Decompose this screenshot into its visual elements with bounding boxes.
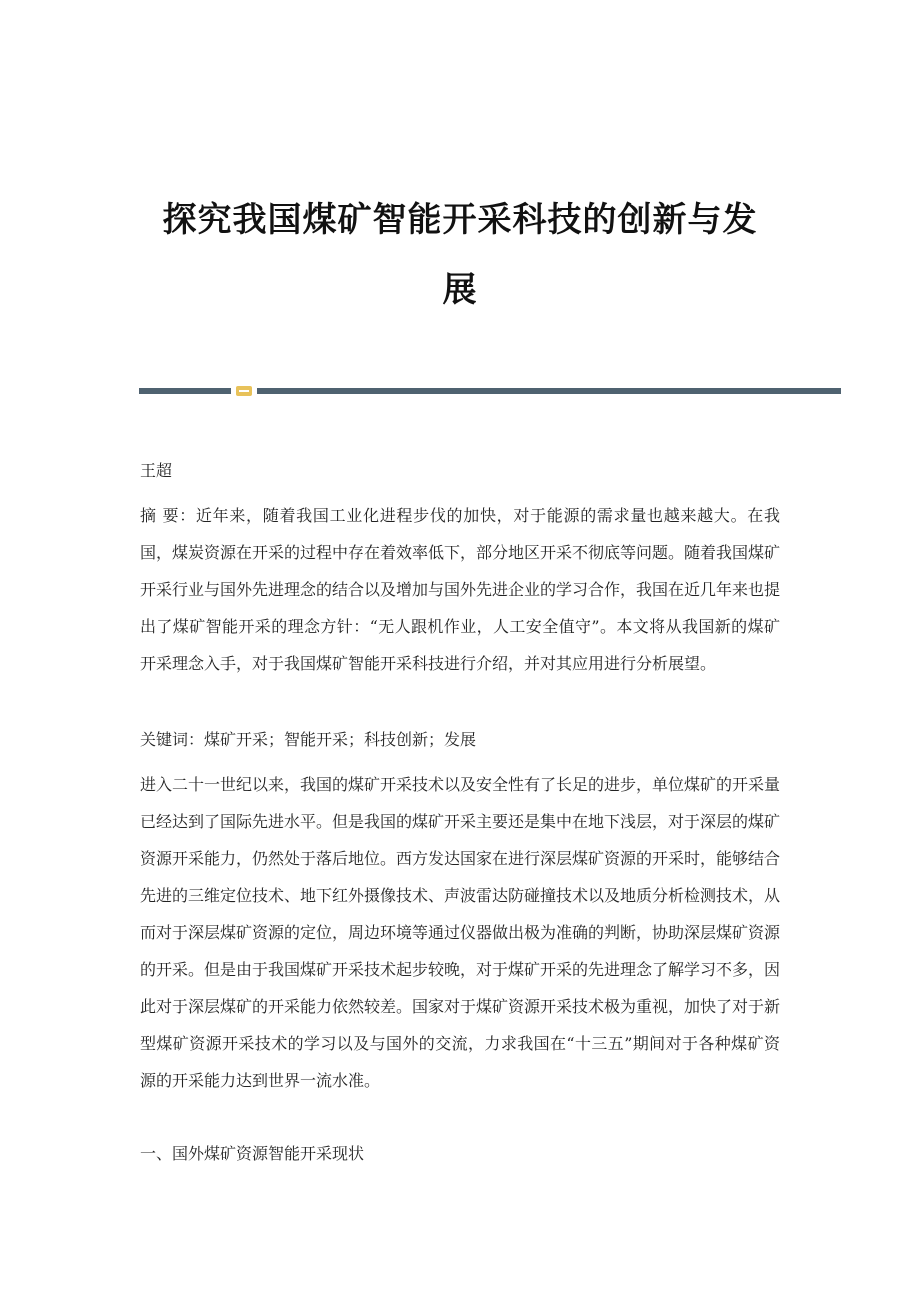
document-title-line-2: 展: [442, 270, 478, 310]
author-name: 王超: [140, 461, 173, 480]
divider-bar-right: [257, 388, 841, 394]
keywords-line: 关键词：煤矿开采；智能开采；科技创新；发展: [140, 730, 477, 749]
title-divider: [139, 386, 841, 396]
document-title-line-1: 探究我国煤矿智能开采科技的创新与发: [162, 200, 758, 240]
divider-bar-left: [139, 388, 231, 394]
section-heading: 一、国外煤矿资源智能开采现状: [140, 1144, 365, 1163]
divider-ornament-icon: [236, 386, 252, 396]
abstract-paragraph: 摘 要：近年来，随着我国工业化进程步伐的加快，对于能源的需求量也越来越大。在我国，煤炭资源在开采的过程中存在着效率低下，部分地区开采不彻底等问题。随着我国煤矿开采行业与国外先进理念的结合以及增加与国外先进企业的学习合作，我国在近几年来也提出了煤矿智能开采的理念方针：“无人跟机作业，人工安全值守”。本文将从我国新的煤矿开采理念入手，对于我国煤矿智能开采科技进行介绍，并对其应用进行分析展望。: [140, 506, 781, 673]
intro-paragraph: 进入二十一世纪以来，我国的煤矿开采技术以及安全性有了长足的进步，单位煤矿的开采量已经达到了国际先进水平。但是我国的煤矿开采主要还是集中在地下浅层，对于深层的煤矿资源开采能力，仍然处于落后地位。西方发达国家在进行深层煤矿资源的开采时，能够结合先进的三维定位技术、地下红外摄像技术、声波雷达防碰撞技术以及地质分析检测技术，从而对于深层煤矿资源的定位，周边环境等通过仪器做出极为准确的判断，协助深层煤矿资源的开采。但是由于我国煤矿开采技术起步较晚，对于煤矿开采的先进理念了解学习不多，因此对于深层煤矿的开采能力依然较差。国家对于煤矿资源开采技术极为重视，加快了对于新型煤矿资源开采技术的学习以及与国外的交流，力求我国在“十三五”期间对于各种煤矿资源的开采能力达到世界一流水准。: [140, 775, 781, 1090]
